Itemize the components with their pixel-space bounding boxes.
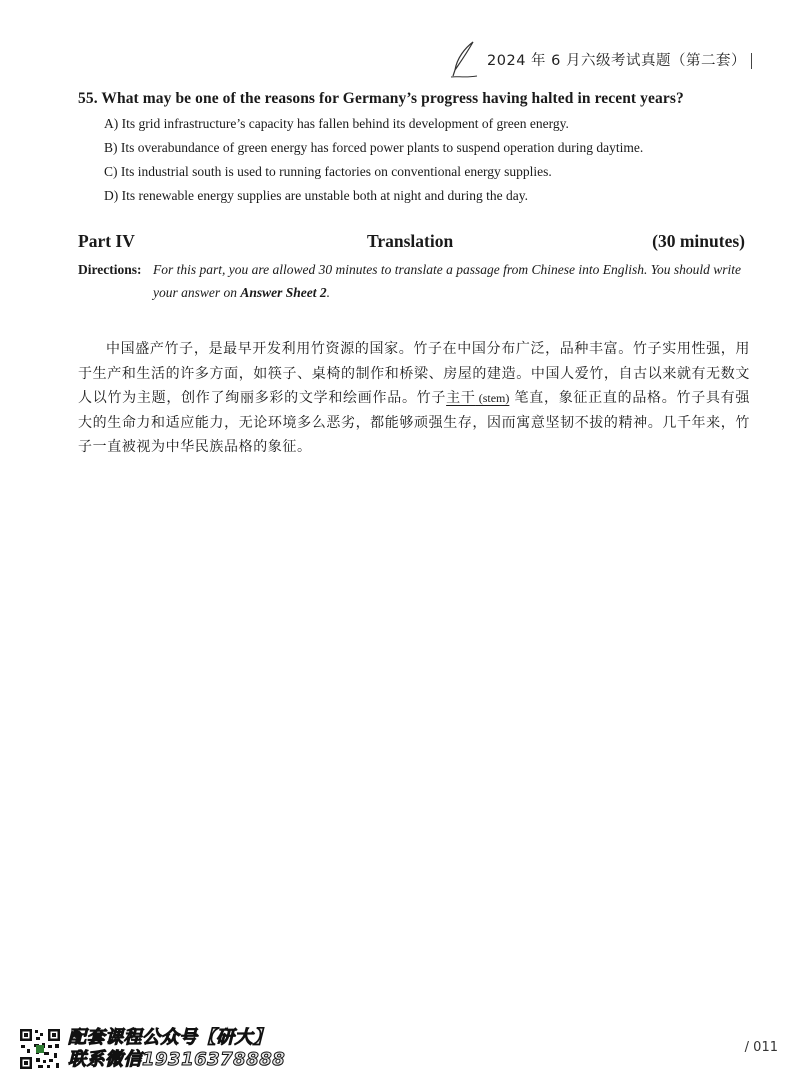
- promo-lines: [68, 1027, 285, 1071]
- term-gloss: (stem): [475, 391, 510, 405]
- quill-pen-icon: [447, 40, 481, 80]
- passage-underlined-term: [446, 390, 509, 406]
- header-title: 2024 年 6 月六级考试真题（第二套）: [487, 53, 746, 69]
- part-title: Translation: [367, 231, 454, 251]
- promo-line-2: 联系微信19316378888: [68, 1049, 286, 1070]
- option-a: A) Its grid infrastructure’s capacity has fallen behind its development of green energy.: [104, 116, 569, 131]
- directions: [78, 258, 752, 304]
- translation-passage: [78, 337, 750, 460]
- directions-body: For this part, you are allowed 30 minutes to translate a passage from Chinese into English. You should write your answer on: [153, 262, 742, 300]
- question-stem: 55. What may be one of the reasons for Germany’s progress having halted in recent years?: [78, 90, 684, 107]
- question-55: [78, 90, 750, 212]
- page-header: [447, 40, 752, 80]
- passage-part-2: 笔直，象征正直的品格。竹子具有强大的生命力和适应能力，无论环境多么恶劣，都能够顽强生存，因而寓意坚韧不拔的精神。几千年来，竹子一直被视为中华民族品格的象征。: [78, 390, 751, 455]
- directions-label: Directions:: [78, 262, 142, 277]
- directions-text: [153, 258, 752, 304]
- directions-end: .: [326, 285, 331, 300]
- term-chinese: 主干: [446, 390, 476, 406]
- promo-line-1: 配套课程公众号【研大】: [68, 1027, 272, 1048]
- option-c: C) Its industrial south is used to running factories on conventional energy supplies.: [104, 164, 552, 179]
- option-d: D) Its renewable energy supplies are unstable both at night and during the day.: [104, 188, 529, 203]
- header-divider: [751, 53, 752, 69]
- qr-code-icon: [18, 1027, 62, 1071]
- option-b: B) Its overabundance of green energy has forced power plants to suspend operation during daytime.: [104, 140, 644, 155]
- page-number: / 011: [744, 1040, 778, 1055]
- answer-sheet-label: Answer Sheet 2: [240, 285, 327, 300]
- footer-promo: [18, 1027, 285, 1071]
- part-label: Part IV: [78, 231, 135, 251]
- part-time: (30 minutes): [652, 231, 745, 251]
- passage-part-1: 中国盛产竹子，是最早开发利用竹资源的国家。竹子在中国分布广泛，品种丰富。竹子实用性强，用于生产和生活的许多方面，如筷子、桌椅的制作和桥梁、房屋的建造。中国人爱竹，自古以来就有无数文人以竹为主题，创作了绚丽多彩的文学和绘画作品。竹子: [78, 341, 750, 406]
- part-heading: [78, 231, 745, 255]
